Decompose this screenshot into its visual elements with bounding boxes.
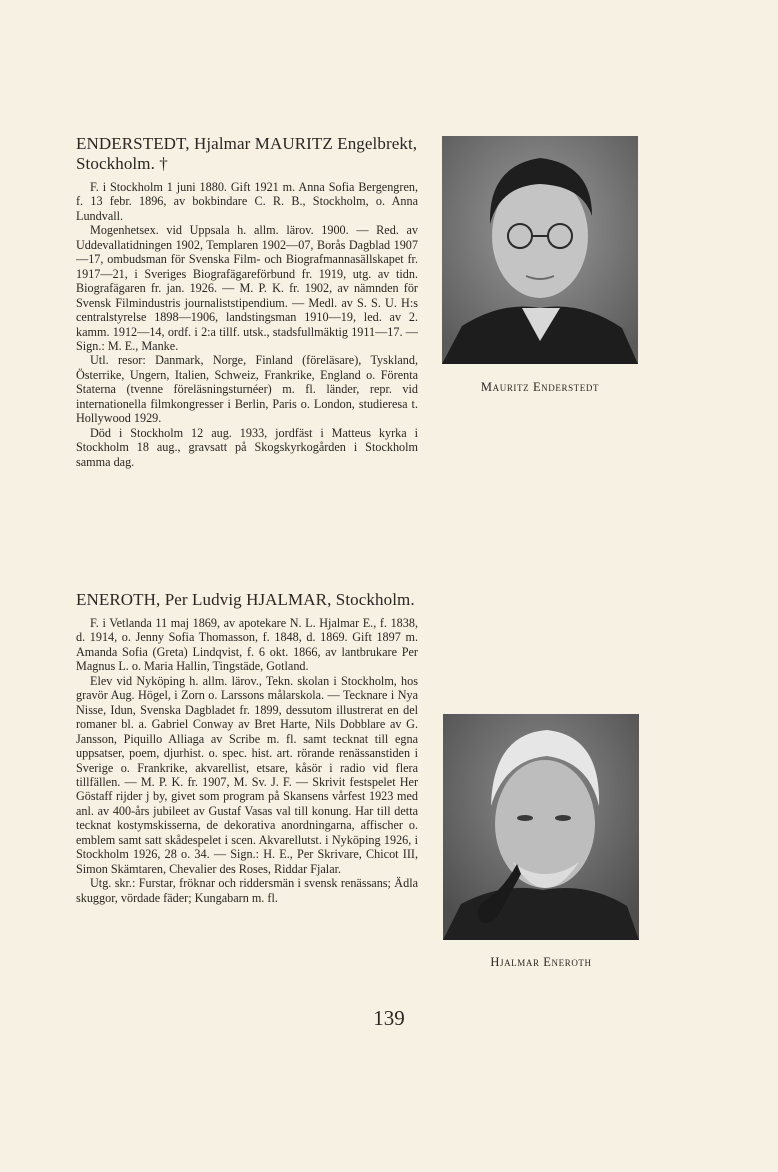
entry-paragraph: Mogenhetsex. vid Uppsala h. allm. lärov. 1900. — Red. av Uddevallatidningen 1902, Templaren 1902—07, Borås Dagblad 1907—17, ombudsman för Svenska Film- och Biografmannasällskapet fr. 1917—21, i Sveriges Biografägareförbund fr. 1919, utg. av tidn. Biografägaren fr. jan. 1926. — M. P. K. fr. 1902, av nämnden för Svensk Filmindustris journaliststipendium. — Medl. av S. S. U. H:s centralstyrelse 1898—1906, landstingsman 1910—19, led. av 2. kamm. 1912—14, ordf. i 2:a tillf. utsk., stadsfullmäktig 1911—17. — Sign.: M. E., Manke.	[76, 223, 418, 353]
entry-body-enderstedt	[76, 180, 418, 469]
portrait-photo-enderstedt	[442, 136, 638, 364]
portrait-caption-enderstedt: Mauritz Enderstedt	[480, 380, 600, 394]
entry-paragraph: Utl. resor: Danmark, Norge, Finland (föreläsare), Tyskland, Österrike, Ungern, Italien, Schweiz, Frankrike, England o. Förenta Staterna (tvenne föreläsningsturnéer) m. fl. länder, repr. vid internationella filmkongresser i Berlin, Paris o. London, studieresa t. Hollywood 1929.	[76, 353, 418, 426]
entry-paragraph: Elev vid Nyköping h. allm. lärov., Tekn. skolan i Stockholm, hos gravör Aug. Högel, i Zorn o. Larssons målarskola. — Tecknare i Nya Nisse, Idun, Svenska Dagbladet fr. 1899, dessutom illustrerat en del romaner bl. a. Gabriel Conway av Bret Harte, Nils Dobblare av G. Jansson, Piquillo Alliaga av Scribe m. fl. samt tecknat till egna uppsatser, poem, djurhist. o. spec. hist. art. rörande renässanstiden i Sverige o. Frankrike, akvarellist, etsare, kåsör i radio vid flera tillfällen. — M. P. K. fr. 1907, M. Sv. J. F. — Skrivit festspelet Her Göstaff rijder j by, givet som program på Skansens vårfest 1923 med anl. av 400-års jubileet av Gustaf Vasas val till konung. Har till detta tecknat kostymskisserna, de dekorativa anordningarna, affischer o. emblem samt satt skådespelet i scen. Akvarellutst. i Nyköping 1926, i Stockholm 1926, 28 o. 34. — Sign.: H. E., Per Skrivare, Chicot III, Simon Skämtaren, Chevalier des Roses, Riddar Fjalar.	[76, 673, 418, 876]
entry-paragraph: Död i Stockholm 12 aug. 1933, jordfäst i Matteus kyrka i Stockholm 18 aug., gravsatt på Skogskyrkogården i Stockholm samma dag.	[76, 425, 418, 469]
entry-body-eneroth	[76, 616, 418, 905]
page-number: 139	[373, 1006, 405, 1030]
entry-paragraph: F. i Stockholm 1 juni 1880. Gift 1921 m. Anna Sofia Bergengren, f. 13 febr. 1896, av bokbindare C. R. B., Stockholm, o. Anna Lundvall.	[76, 180, 418, 223]
portrait-caption-eneroth: Hjalmar Eneroth	[490, 955, 592, 969]
entry-paragraph: Utg. skr.: Furstar, fröknar och riddersmän i svensk renässans; Ädla skuggor, vördade fäder; Kungabarn m. fl.	[76, 876, 418, 905]
entry-paragraph: F. i Vetlanda 11 maj 1869, av apotekare N. L. Hjalmar E., f. 1838, d. 1914, o. Jenny Sofia Thomasson, f. 1848, d. 1869. Gift 1897 m. Amanda Sofia (Greta) Lindqvist, f. 6 okt. 1866, av lantbrukare Per Magnus L. o. Maria Hallin, Tingstäde, Gotland.	[76, 616, 418, 674]
portrait-photo-eneroth	[443, 714, 639, 940]
entry-title-eneroth: ENEROTH, Per Ludvig HJALMAR, Stockholm.	[76, 590, 415, 609]
entry-title-enderstedt: ENDERSTEDT, Hjalmar MAURITZ Engelbrekt, Stockholm. †	[76, 134, 418, 173]
